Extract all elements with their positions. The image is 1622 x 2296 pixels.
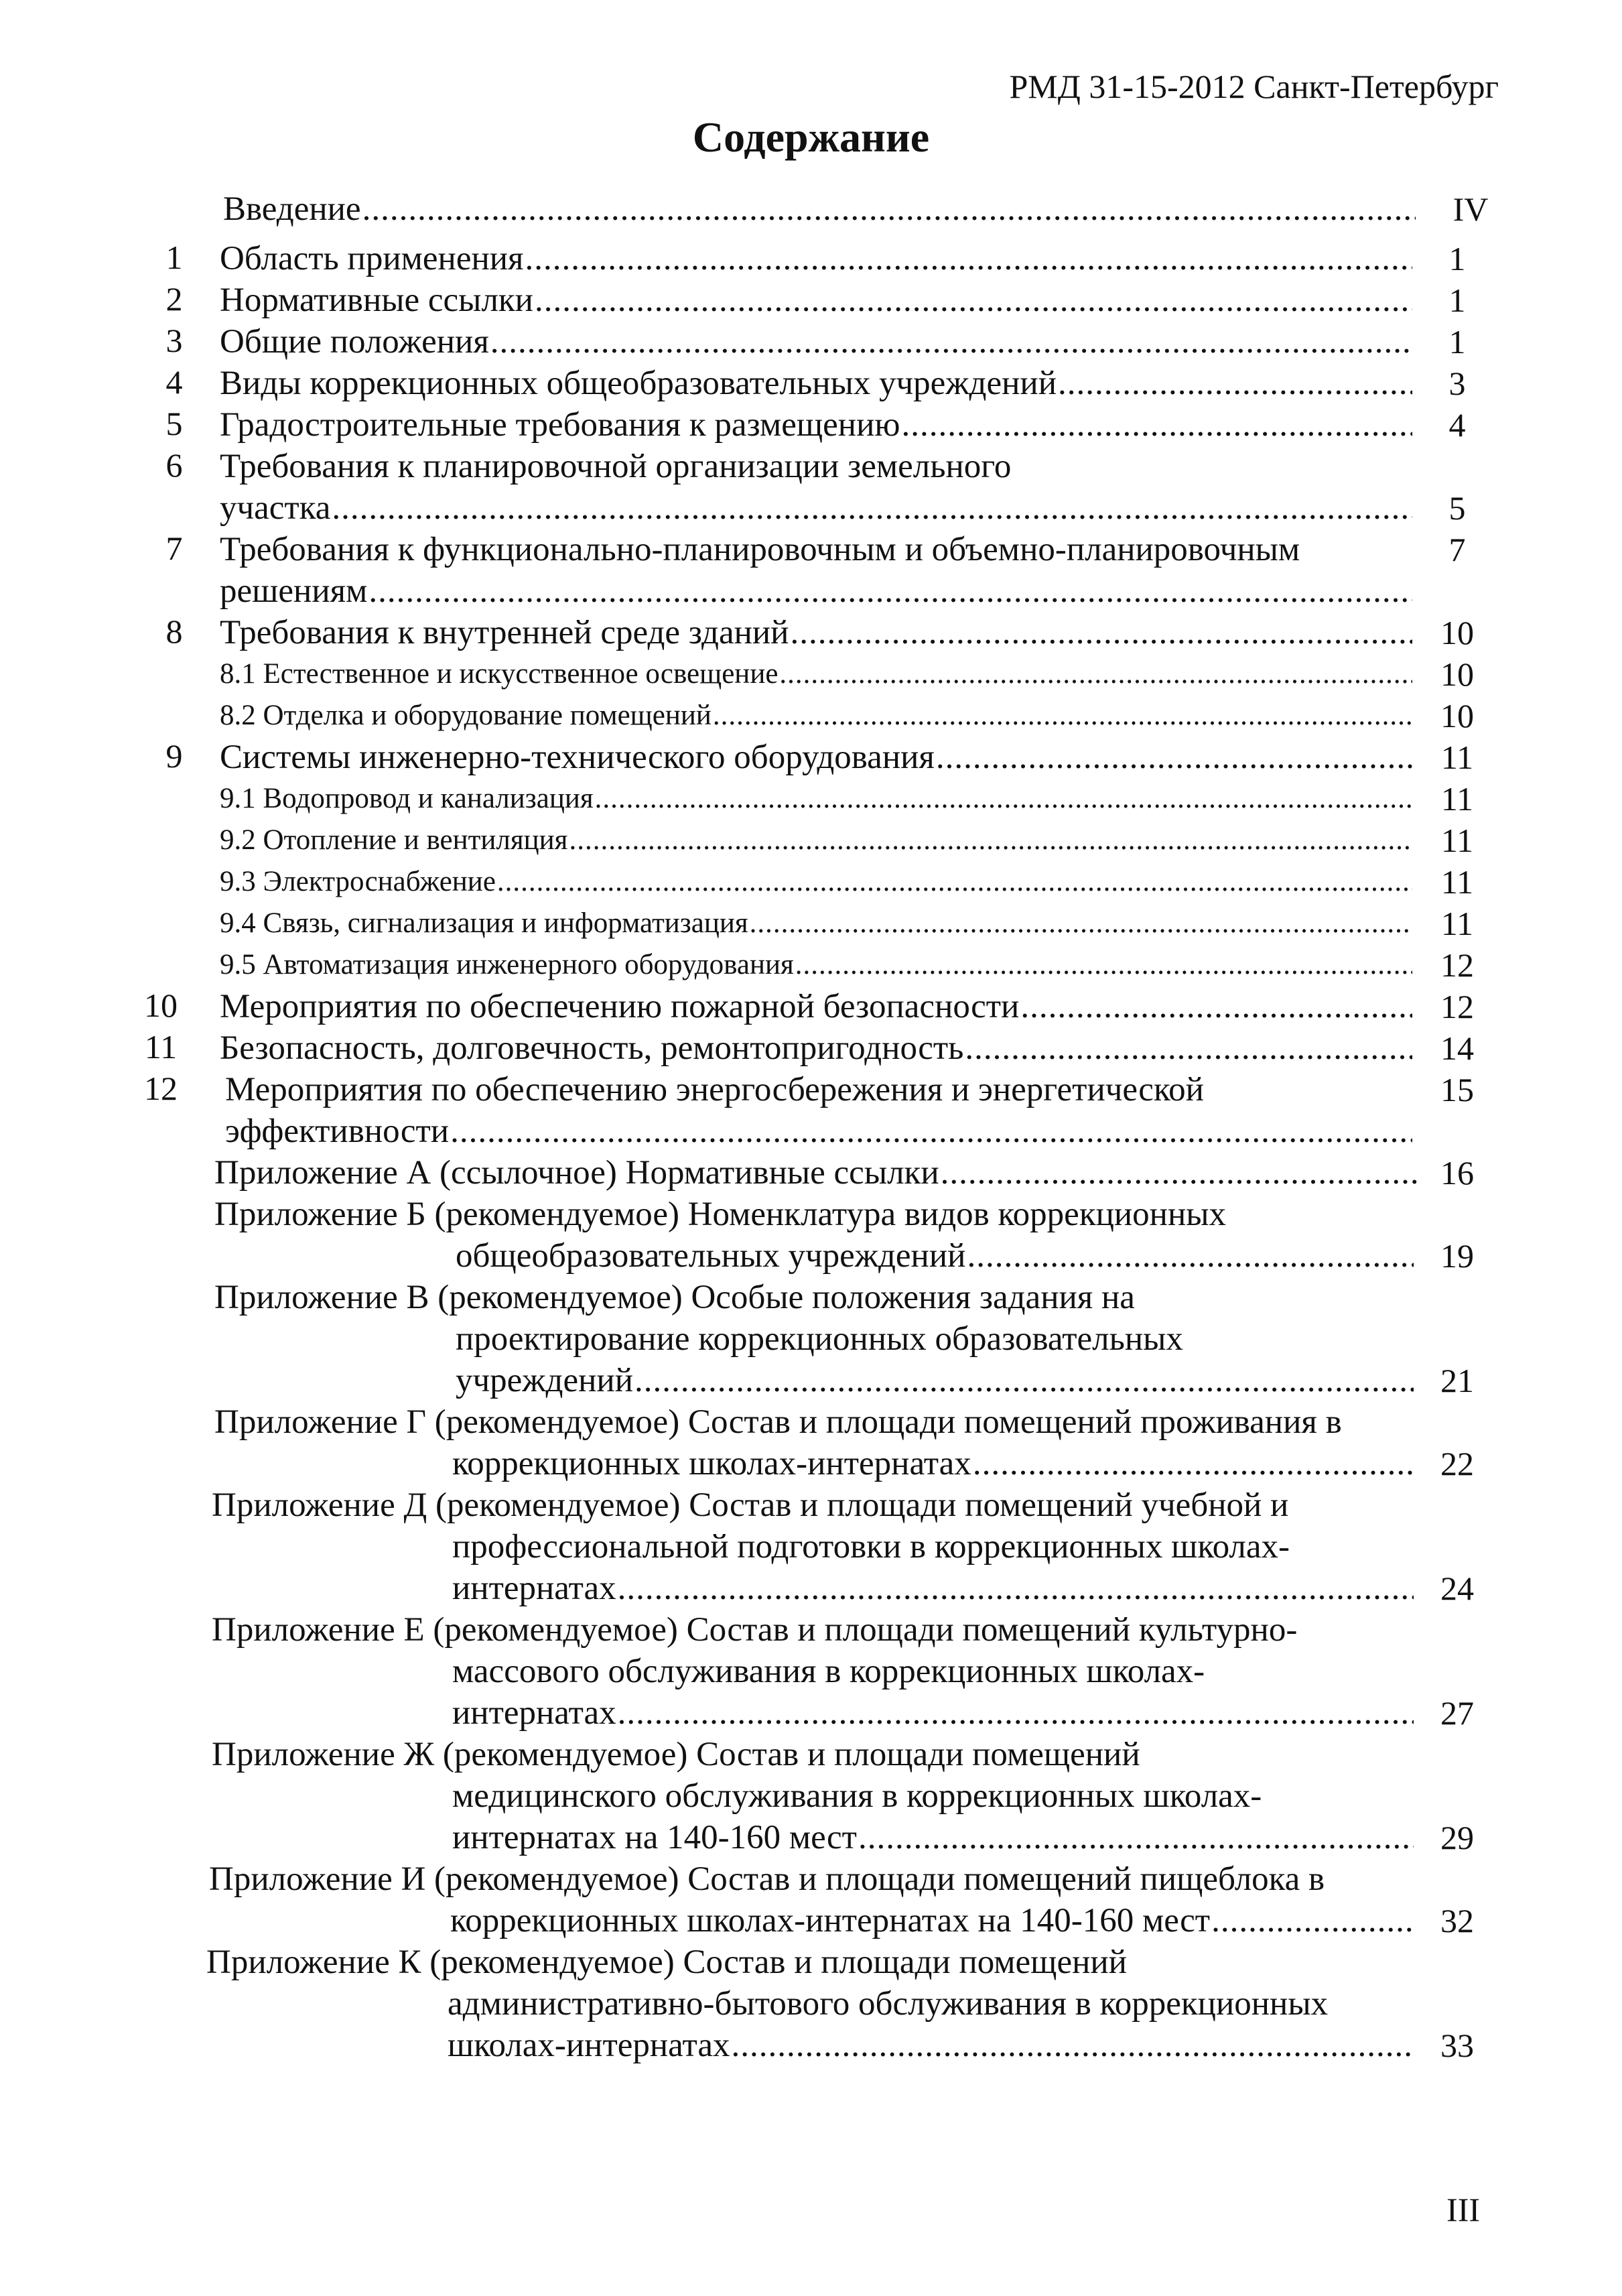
toc-appendix-e[interactable]: интернатах ..... <box>452 1692 1414 1734</box>
toc-page: 12 <box>1440 988 1474 1025</box>
toc-entry-institution-types[interactable]: Виды коррекционных общеобразовательных учреждений ..... <box>220 363 1412 404</box>
page-title: Содержание <box>692 113 930 161</box>
toc-section-number: 8 <box>165 613 183 650</box>
toc-section-number: 11 <box>144 1028 178 1066</box>
toc-entry-lighting[interactable]: 8.1 Естественное и искусственное освещение ..... <box>220 653 1412 695</box>
toc-page: 10 <box>1440 614 1474 651</box>
toc-page: 7 <box>1448 531 1466 568</box>
toc-page: 33 <box>1440 2027 1474 2064</box>
document-reference: РМД 31-15-2012 Санкт-Петербург <box>1009 68 1499 105</box>
toc-appendix-zh-line2[interactable]: медицинского обслуживания в коррекционных школах- <box>452 1777 1262 1815</box>
toc-page: 29 <box>1440 1819 1474 1856</box>
toc-entry-internal-environment[interactable]: Требования к внутренней среде зданий ..... <box>220 612 1412 653</box>
toc-entry-land-plot[interactable]: участка ..... <box>220 487 1412 529</box>
toc-entry-scope[interactable]: Область применения ..... <box>220 238 1412 279</box>
toc-entry-heating[interactable]: 9.2 Отопление и вентиляция ..... <box>220 820 1412 861</box>
toc-page: 10 <box>1440 655 1474 693</box>
toc-section-number: 1 <box>165 239 183 276</box>
toc-page: IV <box>1452 190 1489 228</box>
toc-page: 32 <box>1440 1902 1474 1939</box>
toc-section-number: 5 <box>165 405 183 442</box>
toc-entry-introduction[interactable]: Введение ..... <box>223 188 1416 230</box>
toc-page: 1 <box>1448 281 1466 319</box>
toc-section-number: 12 <box>144 1070 178 1107</box>
toc-page: 11 <box>1440 780 1474 818</box>
toc-entry-planning-solutions-line1[interactable]: Требования к функционально-планировочным и объемно-планировочным <box>220 531 1300 568</box>
toc-appendix-zh-line1[interactable]: Приложение Ж (рекомендуемое) Состав и площади помещений <box>212 1736 1140 1773</box>
toc-page: 14 <box>1440 1029 1474 1067</box>
toc-appendix-k-line1[interactable]: Приложение К (рекомендуемое) Состав и площади помещений <box>206 1943 1127 1981</box>
toc-page: 5 <box>1448 489 1466 527</box>
toc-appendix-d[interactable]: интернатах ..... <box>452 1568 1414 1609</box>
toc-page: 1 <box>1448 240 1466 277</box>
toc-section-number: 7 <box>165 529 183 567</box>
toc-appendix-k-line2[interactable]: административно-бытового обслуживания в коррекционных <box>448 1985 1329 2023</box>
toc-page: 10 <box>1440 697 1474 735</box>
toc-page: 11 <box>1440 863 1474 901</box>
toc-entry-power-supply[interactable]: 9.3 Электроснабжение ..... <box>220 861 1412 903</box>
toc-page: 3 <box>1448 365 1466 402</box>
toc-appendix-g[interactable]: коррекционных школах-интернатах ..... <box>452 1443 1414 1484</box>
toc-appendix-b[interactable]: общеобразовательных учреждений ..... <box>456 1235 1414 1277</box>
toc-page: 27 <box>1440 1694 1474 1732</box>
toc-appendix-e-line1[interactable]: Приложение Е (рекомендуемое) Состав и площади помещений культурно- <box>212 1611 1298 1649</box>
toc-section-number: 9 <box>165 737 183 775</box>
toc-entry-general-provisions[interactable]: Общие положения ..... <box>220 321 1412 363</box>
toc-appendix-b-line1[interactable]: Приложение Б (рекомендуемое) Номенклатура видов коррекционных <box>214 1196 1227 1233</box>
toc-page: 11 <box>1440 905 1474 942</box>
toc-page: 21 <box>1440 1362 1474 1399</box>
toc-page: 22 <box>1440 1445 1474 1482</box>
toc-page: 16 <box>1440 1154 1474 1192</box>
toc-appendix-i-line1[interactable]: Приложение И (рекомендуемое) Состав и площади помещений пищеблока в <box>209 1860 1325 1898</box>
toc-entry-finishing[interactable]: 8.2 Отделка и оборудование помещений ..... <box>220 695 1412 737</box>
toc-entry-energy-line1[interactable]: Мероприятия по обеспечению энергосбережения и энергетической <box>225 1071 1204 1108</box>
toc-entry-land-plot-line1[interactable]: Требования к планировочной организации земельного <box>220 448 1012 485</box>
toc-section-number: 6 <box>165 446 183 484</box>
toc-appendix-zh[interactable]: интернатах на 140-160 мест ..... <box>452 1817 1414 1858</box>
page-number: III <box>1446 2191 1480 2228</box>
toc-appendix-e-line2[interactable]: массового обслуживания в коррекционных школах- <box>452 1653 1205 1690</box>
toc-section-number: 2 <box>165 280 183 318</box>
toc-appendix-d-line2[interactable]: профессиональной подготовки в коррекционных школах- <box>452 1528 1290 1566</box>
toc-appendix-i[interactable]: коррекционных школах-интернатах на 140-160 мест ..... <box>450 1900 1414 1941</box>
toc-appendix-v-line2[interactable]: проектирование коррекционных образовательных <box>456 1320 1183 1358</box>
toc-appendix-d-line1[interactable]: Приложение Д (рекомендуемое) Состав и площади помещений учебной и <box>212 1486 1289 1524</box>
toc-page: 24 <box>1440 1570 1474 1607</box>
toc-entry-engineering-systems[interactable]: Системы инженерно-технического оборудования ..... <box>220 737 1412 778</box>
toc-entry-automation[interactable]: 9.5 Автоматизация инженерного оборудования ..... <box>220 944 1412 986</box>
toc-entry-durability[interactable]: Безопасность, долговечность, ремонтопригодность ..... <box>220 1027 1412 1069</box>
toc-entry-energy[interactable]: эффективности ..... <box>225 1110 1412 1152</box>
toc-page: 11 <box>1440 822 1474 859</box>
toc-page: 4 <box>1448 406 1466 444</box>
toc-page: 1 <box>1448 323 1466 361</box>
toc-section-number: 10 <box>144 986 178 1024</box>
toc-appendix-a[interactable]: Приложение А (ссылочное) Нормативные ссылки ..... <box>214 1152 1420 1194</box>
toc-section-number: 4 <box>165 363 183 401</box>
toc-appendix-v-line1[interactable]: Приложение В (рекомендуемое) Особые положения задания на <box>214 1279 1135 1316</box>
toc-page: 12 <box>1440 946 1474 984</box>
toc-entry-urban-planning[interactable]: Градостроительные требования к размещению ..... <box>220 404 1412 446</box>
toc-entry-communications[interactable]: 9.4 Связь, сигнализация и информатизация ..... <box>220 903 1412 944</box>
toc-entry-fire-safety[interactable]: Мероприятия по обеспечению пожарной безопасности ..... <box>220 986 1412 1027</box>
toc-page: 19 <box>1440 1237 1474 1275</box>
toc-appendix-g-line1[interactable]: Приложение Г (рекомендуемое) Состав и площади помещений проживания в <box>214 1403 1342 1441</box>
toc-appendix-k[interactable]: школах-интернатах ..... <box>448 2025 1414 2066</box>
toc-page: 11 <box>1440 739 1474 776</box>
toc-entry-planning-solutions[interactable]: решениям ..... <box>220 570 1412 612</box>
toc-section-number: 3 <box>165 322 183 359</box>
toc-entry-normative-references[interactable]: Нормативные ссылки ..... <box>220 279 1412 321</box>
toc-appendix-v[interactable]: учреждений ..... <box>456 1360 1414 1401</box>
toc-page: 15 <box>1440 1071 1474 1108</box>
toc-entry-water-supply[interactable]: 9.1 Водопровод и канализация ..... <box>220 778 1412 820</box>
